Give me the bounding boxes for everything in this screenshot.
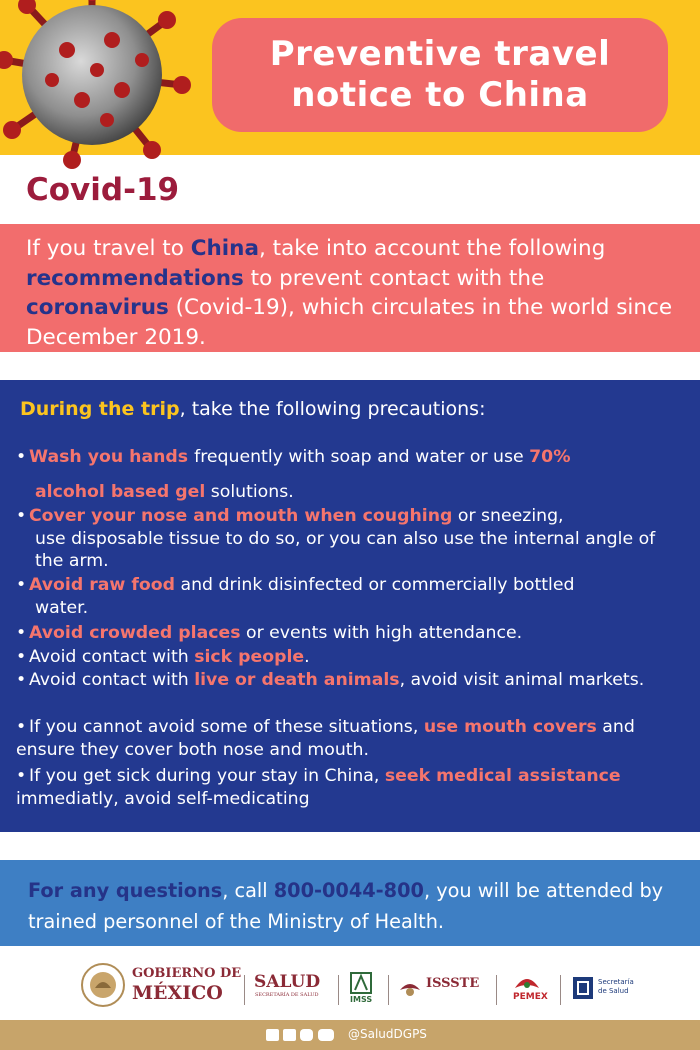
issste-eagle-icon — [398, 976, 422, 998]
imss-logo: IMSS — [350, 995, 373, 1004]
logo-divider — [560, 975, 561, 1005]
pemex-eagle-icon — [512, 970, 542, 992]
issste-logo: ISSSTE — [426, 976, 480, 991]
secretaria-salud-logo: Secretaría de Salud — [598, 978, 634, 995]
precautions-heading: During the trip, take the following precautions: — [20, 398, 486, 420]
precaution-raw-food: • Avoid raw food and drink disinfected or commercially bottled water. — [16, 575, 575, 618]
coronavirus-illustration — [0, 0, 202, 170]
precaution-mouth-covers: • If you cannot avoid some of these situations, use mouth covers and ensure they cover both nose and mouth. — [16, 717, 635, 760]
gobierno-logo-line2: MÉXICO — [132, 982, 223, 1004]
precaution-hand-washing: • Wash you hands frequently with soap and water or use 70% — [16, 447, 571, 467]
social-handle[interactable]: @SaludDGPS — [348, 1027, 427, 1041]
title-box — [212, 18, 668, 132]
logo-divider — [244, 975, 245, 1005]
precaution-sick-people: • Avoid contact with sick people. — [16, 647, 310, 667]
secretaria-salud-icon — [570, 974, 596, 1002]
phone-number: 800-0044-800 — [273, 879, 424, 902]
instagram-icon[interactable] — [300, 1029, 313, 1041]
precaution-animals: • Avoid contact with live or death animals, avoid visit animal markets. — [16, 670, 645, 690]
intro-paragraph: If you travel to China, take into account the following recommendations to prevent contact with the coronavirus (Covid-19), which circulates in the world since December 2019. — [26, 236, 673, 350]
salud-logo-sub: SECRETARÍA DE SALUD — [255, 992, 319, 998]
twitter-icon[interactable] — [283, 1029, 296, 1041]
precaution-medical-assistance: • If you get sick during your stay in China, seek medical assistance immediatly, avoid self-medicating — [16, 766, 621, 809]
recommendations-highlight: recommendations — [26, 265, 244, 291]
salud-logo: SALUD — [254, 972, 321, 992]
coronavirus-highlight: coronavirus — [26, 295, 169, 320]
logo-divider — [338, 975, 339, 1005]
questions-text: For any questions, call 800-0044-800, you will be attended by trained personnel of the Ministry of Health. — [28, 879, 664, 933]
gobierno-logo-line1: GOBIERNO DE — [132, 966, 242, 981]
page-title: Preventive travel notice to China — [269, 34, 611, 115]
precaution-hand-washing-cont: alcohol based gel solutions. — [35, 482, 294, 502]
china-highlight: China — [190, 236, 259, 261]
subtitle: Covid-19 — [26, 172, 180, 208]
mexico-seal-icon — [80, 962, 126, 1008]
precaution-crowded-places: • Avoid crowded places or events with high attendance. — [16, 623, 523, 643]
pemex-logo: PEMEX — [513, 992, 548, 1002]
logo-divider — [388, 975, 389, 1005]
imss-emblem-icon — [347, 970, 375, 996]
youtube-icon[interactable] — [318, 1029, 334, 1041]
logo-divider — [496, 975, 497, 1005]
facebook-icon[interactable] — [266, 1029, 279, 1041]
precaution-cover-mouth: • Cover your nose and mouth when coughing or sneezing, use disposable tissue to do so, or you can also use the internal angle of the arm. — [16, 506, 656, 571]
